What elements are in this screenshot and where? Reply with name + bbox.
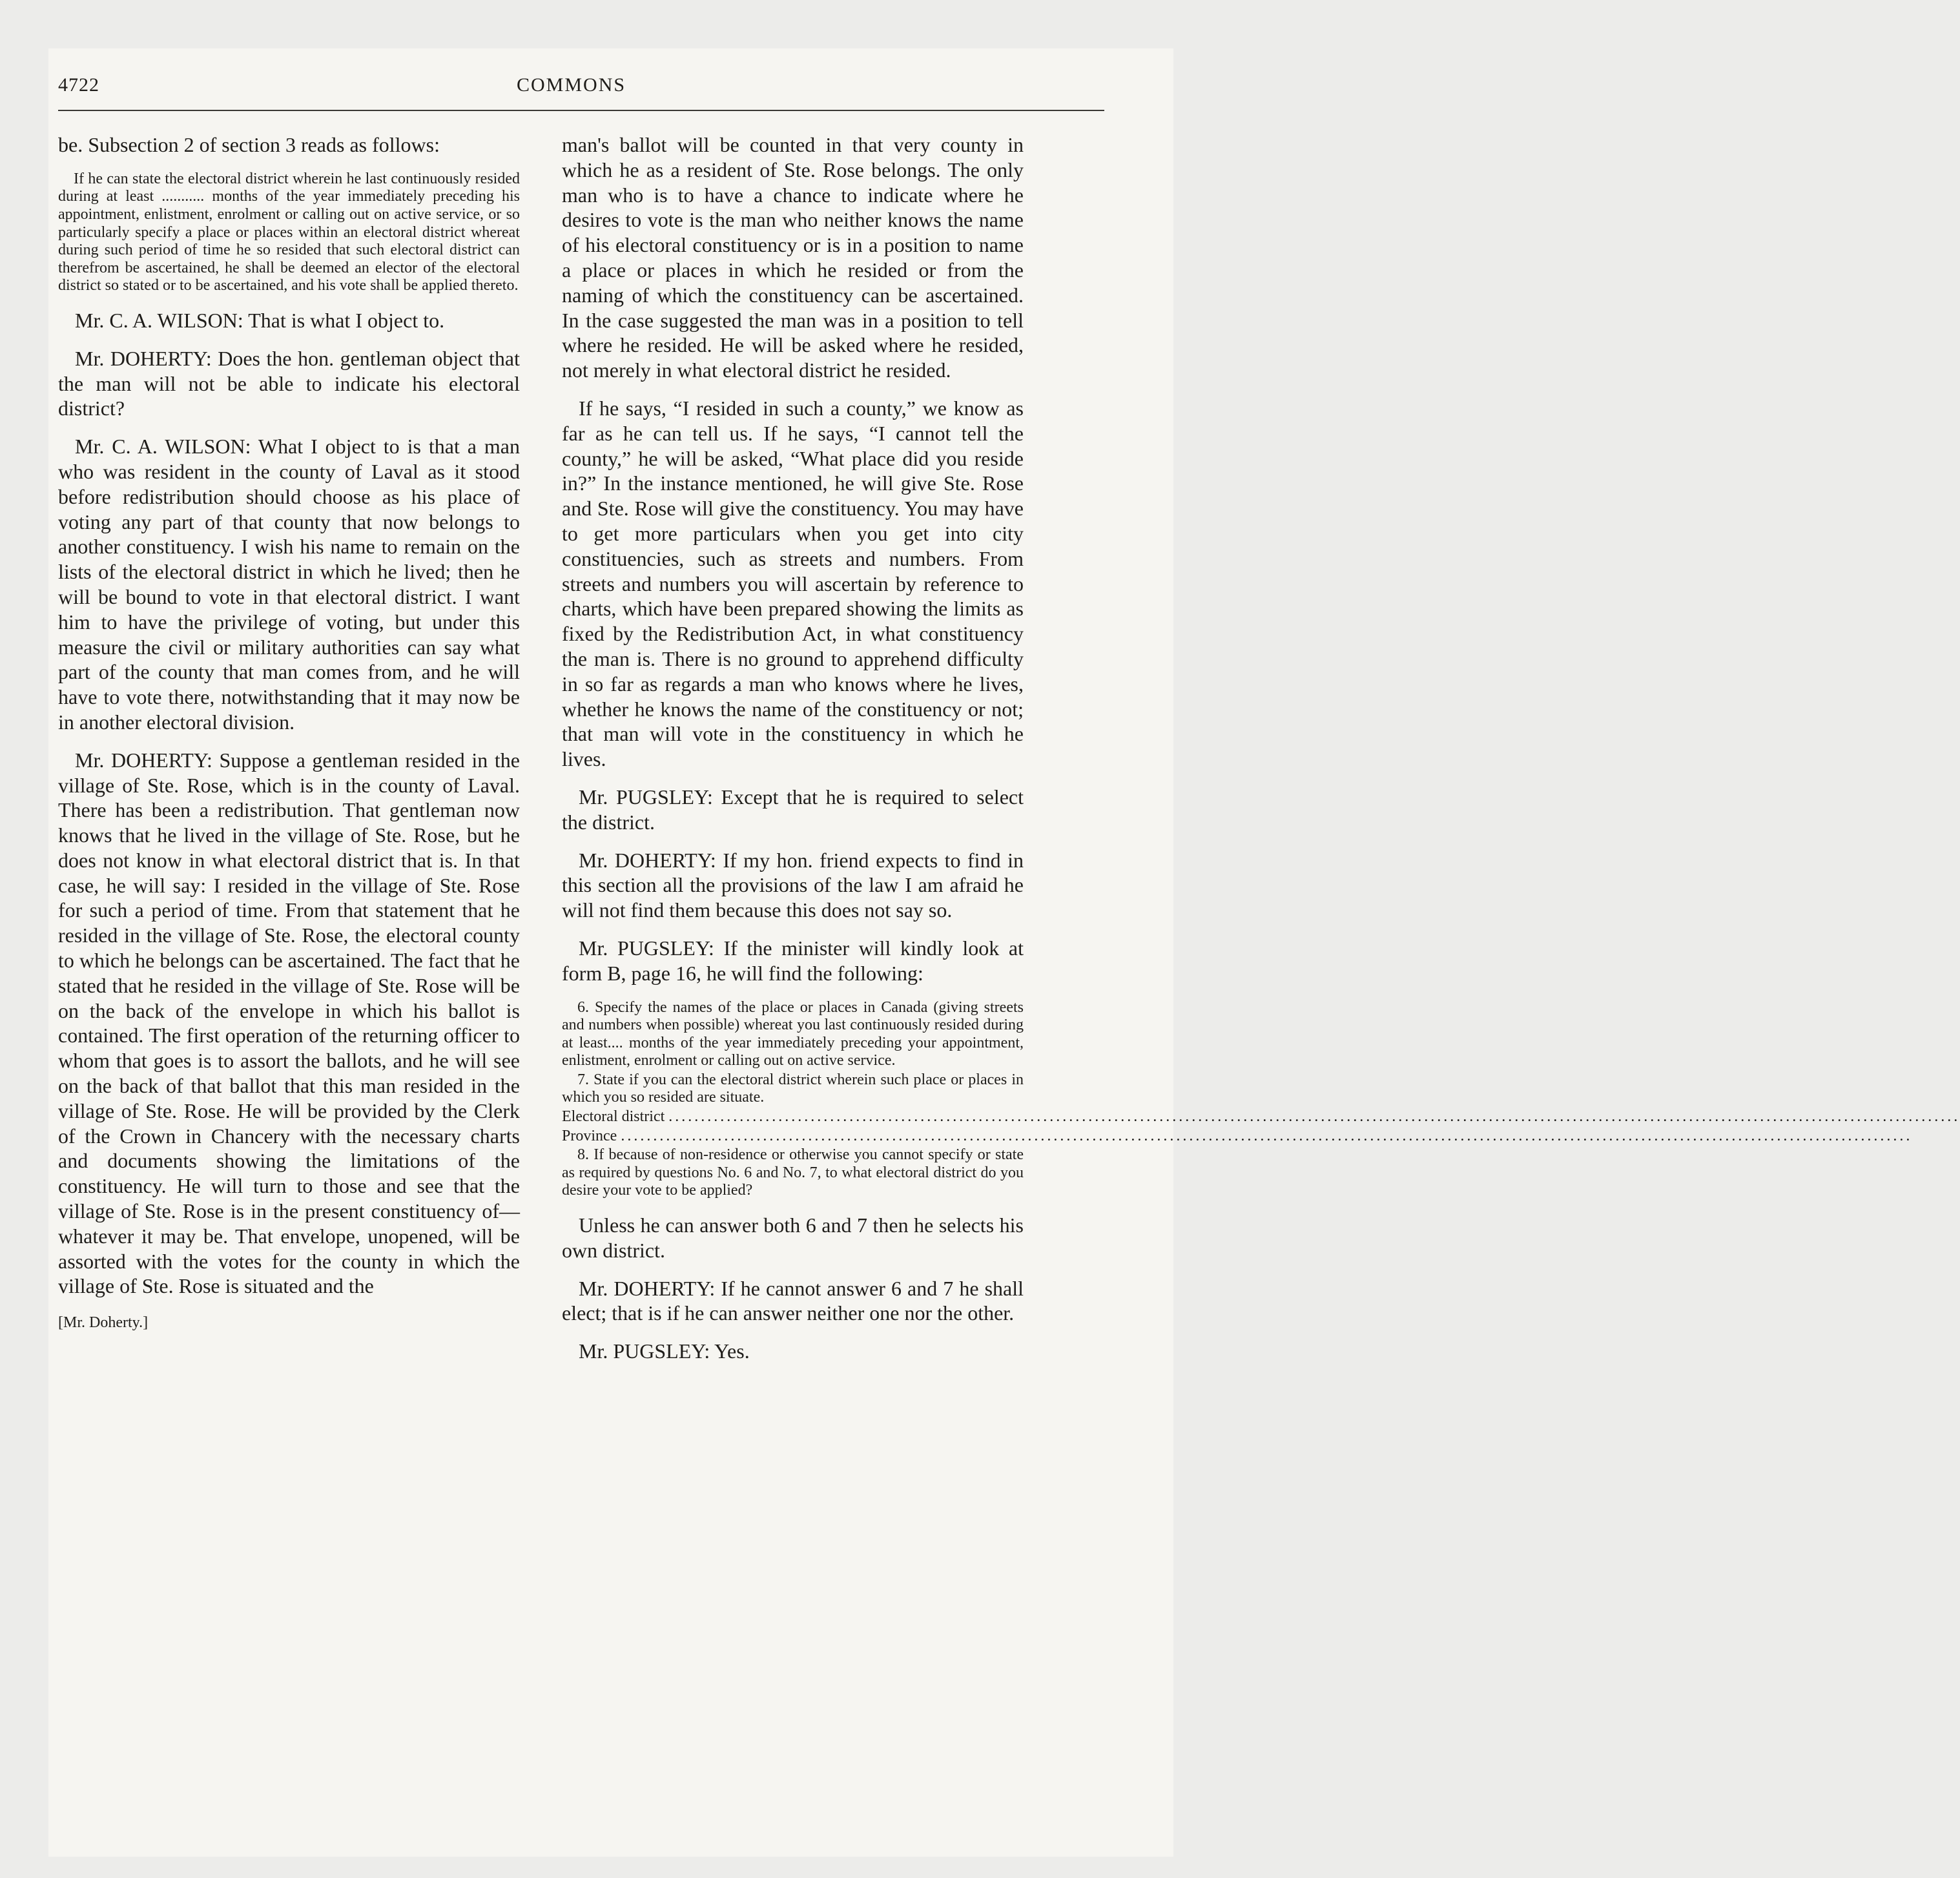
- paragraph: Mr. PUGSLEY: Yes.: [579, 1339, 750, 1363]
- form-field-label: Province: [562, 1127, 617, 1144]
- page-title: COMMONS: [517, 74, 626, 96]
- paragraph: man's ballot will be counted in that very county in which he as a resident of Ste. Rose belongs. The only man who is to have a chance to indicate where he desires to vote is the man who neither knows the name of his electoral constituency or is in a position to name a place or places in which he resided or from the naming of which the constituency can be ascertained. In the case suggested the man was in a position to tell where he resided. He will be asked where he resided, not merely in what electoral district he resided.: [562, 133, 1024, 382]
- form-field-label: Electoral district: [562, 1108, 665, 1126]
- paragraph: Mr. C. A. WILSON: What I object to is that a man who was resident in the county of Laval as it stood before redistribution should choose as his place of voting any part of that county that now belongs to another constituency. I wish his name to remain on the lists of the electoral district in which he lived; then he will be bound to vote in that electoral district. I want him to have the privilege of voting, but under this measure the civil or military authorities can say what part of the county that man comes from, and he will have to vote there, notwithstanding that it may now be in another electoral division.: [58, 435, 520, 734]
- paragraph: If he says, “I resided in such a county,” we know as far as he can tell us. If he says, “I cannot tell the county,” he will be asked, “What place did you reside in?” In the instance mentioned, he will give Ste. Rose and Ste. Rose will give the constituency. You may have to get more particulars when you get into city constituencies, such as streets and numbers. From streets and numbers you will ascertain by reference to charts, which have been prepared showing the limits as fixed by the Redistribution Act, in what constituency the man is. There is no ground to apprehend difficulty in so far as regards a man who knows where he lives, whether he knows the name of the constituency or not; that man will vote in the constituency in which he lives.: [562, 396, 1024, 771]
- left-column: [58, 132, 520, 1332]
- page-header: [58, 74, 1104, 107]
- paragraph: Mr. PUGSLEY: If the minister will kindly look at form B, page 16, he will find the following:: [562, 936, 1024, 985]
- page-number: 4722: [58, 74, 99, 96]
- form-field-line: [562, 1108, 1960, 1126]
- quoted-passage: 6. Specify the names of the place or places in Canada (giving streets and numbers when possible) whereat you last continuously resided during at least.... months of the year immediately preceding your appointment, enlistment, enrolment or calling out on active service.: [562, 998, 1024, 1069]
- paragraph: be. Subsection 2 of section 3 reads as follows:: [58, 133, 440, 156]
- header-rule: [58, 110, 1104, 111]
- right-column: [562, 132, 1960, 1377]
- paragraph: Mr. PUGSLEY: Except that he is required to select the district.: [562, 785, 1024, 834]
- speaker-footer-tag: [Mr. Doherty.]: [58, 1314, 149, 1332]
- paragraph: Mr. DOHERTY: Suppose a gentleman resided in the village of Ste. Rose, which is in the county of Laval. There has been a redistribution. That gentleman now knows that he lived in the village of Ste. Rose, but he does not know in what electoral district that is. In that case, he will say: I resided in the village of Ste. Rose for such a period of time. From that statement that he resided in the village of Ste. Rose, the electoral county to which he belongs can be ascertained. The fact that he stated that he resided in the village of Ste. Rose will be on the back of the envelope in which his ballot is contained. The first operation of the returning officer to whom that goes is to assort the ballots, and he will see on the back of that ballot that this man resided in the village of Ste. Rose. He will be provided by the Clerk of the Crown in Chancery with the necessary charts and documents showing the limitations of the constituency. He will turn to those and see that the village of Ste. Rose is in the present constituency of—whatever it may be. That envelope, unopened, will be assorted with the votes for the county in which the village of Ste. Rose is situated and the: [58, 748, 520, 1298]
- paragraph: Mr. DOHERTY: Does the hon. gentleman object that the man will not be able to indicate his electoral district?: [58, 346, 520, 420]
- quoted-passage: 7. State if you can the electoral district wherein such place or places in which you so resided are situate.: [562, 1071, 1024, 1106]
- paragraph: Unless he can answer both 6 and 7 then he selects his own district.: [562, 1213, 1024, 1262]
- paragraph: Mr. DOHERTY: If my hon. friend expects to find in this section all the provisions of the law I am afraid he will not find them because this does not say so.: [562, 848, 1024, 922]
- form-field-line: [562, 1127, 1913, 1146]
- quoted-passage: If he can state the electoral district wherein he last continuously resided during at least ........... months of the year immediately preceding his appointment, enlistment, enrolment or calling out on active service, or so particularly specify a place or places within an electoral district whereat during such period of time he so resided that such electoral district can therefrom be ascertained, he shall be deemed an elector of the electoral district so stated or to be ascertained, and his vote shall be applied thereto.: [58, 170, 520, 294]
- leader-dots: ........................................................................................................................................................................................................: [621, 1127, 1913, 1144]
- leader-dots: ........................................................................................................................................................................................................: [668, 1108, 1960, 1126]
- quoted-passage: 8. If because of non-residence or otherwise you cannot specify or state as required by questions No. 6 and No. 7, to what electoral district do you desire your vote to be applied?: [562, 1146, 1024, 1199]
- paragraph: Mr. C. A. WILSON: That is what I object to.: [75, 308, 445, 332]
- paragraph: Mr. DOHERTY: If he cannot answer 6 and 7 he shall elect; that is if he can answer neither one nor the other.: [562, 1276, 1024, 1325]
